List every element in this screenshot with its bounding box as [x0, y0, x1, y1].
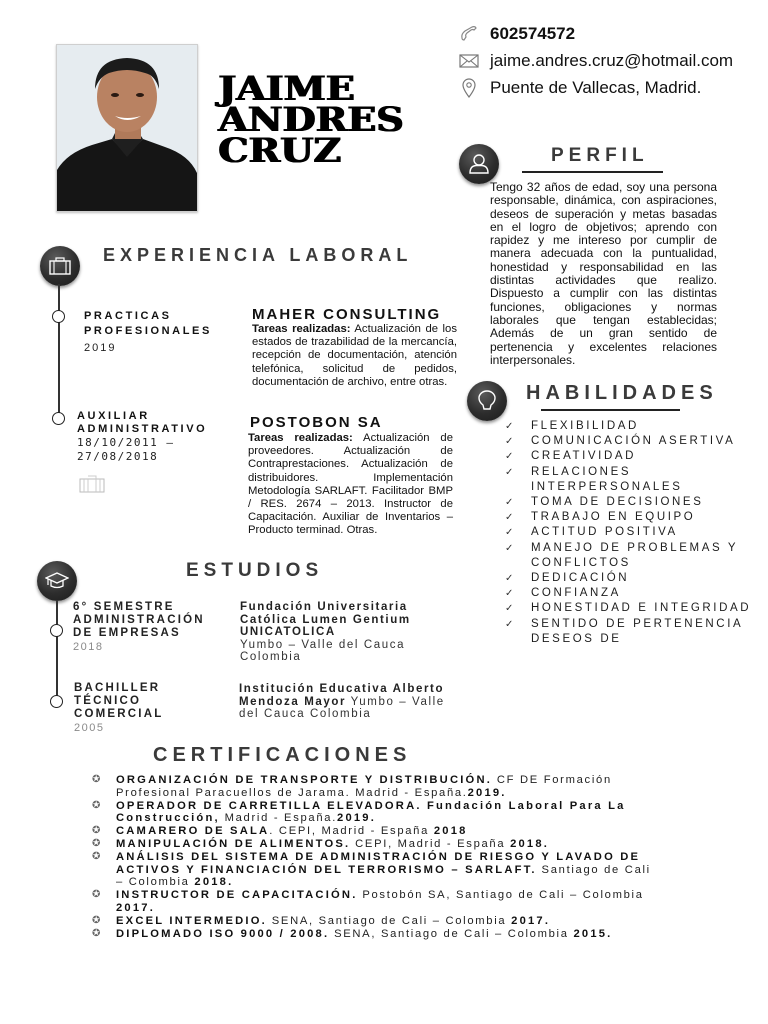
- name-line-3: CRUZ: [218, 131, 341, 171]
- job-1-tasks: Tareas realizadas: Actualización de los estados de trazabilidad de la mercancía, recepción de documentación, atención telefónica, solicitud de pedidos, documentación de archivo, entre otras.: [252, 323, 457, 388]
- location-text: Puente de Vallecas, Madrid.: [490, 77, 702, 97]
- medal-icon: ✪: [92, 837, 101, 849]
- check-icon: ✓: [505, 618, 514, 630]
- certificaciones-title: CERTIFICACIONES: [153, 744, 412, 766]
- check-icon: ✓: [505, 512, 514, 524]
- check-icon: ✓: [505, 497, 514, 509]
- cert-item: ✪ OPERADOR DE CARRETILLA ELEVADORA. Fundación Laboral Para La Construcción, Madrid - España.2019.: [92, 799, 626, 825]
- skill-item: ✓ RELACIONES INTERPERSONALES: [505, 465, 705, 495]
- job-2-tasks: Tareas realizadas: Actualización de proveedores. Actualización de Contraprestaciones. Actualización de distribuidores. Implementación Metodología SARLAFT. Facilitador BMP / RES. 2674 – 2013. Instructor de Capacitación. Auxiliar de Inventarios – Producto terminad. Otras.: [248, 432, 453, 537]
- experience-timeline-line: [58, 284, 60, 418]
- profile-photo: [56, 44, 198, 212]
- timeline-dot: [52, 412, 65, 425]
- phone-number[interactable]: 602574572: [490, 23, 576, 43]
- skill-item: ✓ TOMA DE DECISIONES: [505, 495, 765, 510]
- timeline-dot: [52, 310, 65, 323]
- medal-icon: ✪: [92, 889, 101, 901]
- check-icon: ✓: [505, 588, 514, 600]
- lightbulb-icon: [467, 381, 507, 421]
- check-icon: ✓: [505, 542, 514, 554]
- medal-icon: ✪: [92, 927, 101, 939]
- graduation-cap-icon: [37, 561, 77, 601]
- skill-item: ✓ FLEXIBILIDAD: [505, 419, 765, 434]
- perfil-text: Tengo 32 años de edad, soy una persona responsable, dinámica, con aspiraciones, deseos de superación y metas basadas en el logro de objetivos; aprendo con rapidez y me intereso por cumplir de manera adecuada con la puntualidad, honestidad y responsabilidad en las distintas actividades que realizo. Dispuesto a cumplir con las distintas funciones, obligaciones y normas laborales que tengan establecidas; Además de un gran sentido de pertenencia y excelentes relaciones interpersonales.: [490, 180, 717, 367]
- skill-item: ✓ COMUNICACIÓN ASERTIVA: [505, 434, 765, 449]
- job-2-role: AUXILIAR ADMINISTRATIVO 18/10/2011 – 27/08/2018: [77, 410, 208, 463]
- phone-icon: [458, 23, 480, 45]
- timeline-dot: [50, 695, 63, 708]
- medal-icon: ✪: [92, 774, 101, 785]
- edu-1-institution: Fundación Universitaria Católica Lumen Gentium UNICATOLICA Yumbo – Valle del Cauca Colombia: [240, 601, 411, 663]
- contact-location: [458, 74, 768, 101]
- check-icon: ✓: [505, 451, 514, 463]
- job-1-role: PRACTICAS PROFESIONALES 2019: [84, 310, 212, 354]
- perfil-title: PERFIL: [551, 145, 649, 166]
- check-icon: ✓: [505, 573, 514, 585]
- skill-item: ✓ DEDICACIÓN: [505, 571, 765, 586]
- job-1-company: MAHER CONSULTING: [252, 306, 442, 323]
- email-address[interactable]: jaime.andres.cruz@hotmail.com: [490, 50, 734, 70]
- contact-email: [458, 47, 768, 74]
- perfil-divider: [522, 171, 663, 173]
- medal-icon: ✪: [92, 825, 101, 837]
- map-pin-icon: [458, 77, 480, 99]
- edu-1-degree: 6° SEMESTRE ADMINISTRACIÓN DE EMPRESAS 2018: [73, 601, 205, 653]
- check-icon: ✓: [505, 421, 514, 432]
- skill-item: ✓ TRABAJO EN EQUIPO: [505, 510, 765, 525]
- envelope-icon: [458, 50, 480, 72]
- medal-icon: ✪: [92, 914, 101, 926]
- medal-icon: ✪: [92, 799, 101, 811]
- contact-info: [458, 20, 768, 101]
- edu-2-institution: Institución Educativa Alberto Mendoza Mayor Yumbo – Valle del Cauca Colombia: [239, 683, 445, 720]
- job-2-company: POSTOBON SA: [250, 414, 383, 431]
- experiencia-title: EXPERIENCIA LABORAL: [103, 245, 413, 265]
- contact-phone: [458, 20, 768, 47]
- skill-item: ✓ ACTITUD POSITIVA: [505, 525, 765, 540]
- medal-icon: ✪: [92, 850, 101, 862]
- faded-briefcase-icon: [79, 475, 105, 498]
- cert-item: ✪ MANIPULACIÓN DE ALIMENTOS. CEPI, Madrid - España 2018.: [92, 837, 550, 850]
- timeline-dot: [50, 624, 63, 637]
- skill-item: ✓ SENTIDO DE PERTENENCIA DESEOS DE: [505, 617, 753, 647]
- education-timeline-line: [56, 600, 58, 700]
- skill-item: ✓ CREATIVIDAD: [505, 449, 765, 464]
- cert-item: ✪ ORGANIZACIÓN DE TRANSPORTE Y DISTRIBUCIÓN. CF DE Formación Profesional Paracuellos de Jarama. Madrid - España.2019.: [92, 774, 612, 799]
- name-line-1: JAIME: [218, 69, 355, 109]
- skill-item: ✓ HONESTIDAD E INTEGRIDAD: [505, 601, 768, 616]
- cert-item: ✪ INSTRUCTOR DE CAPACITACIÓN. Postobón SA, Santiago de Cali – Colombia 2017.: [92, 889, 644, 914]
- check-icon: ✓: [505, 466, 514, 478]
- skill-item: ✓ CONFIANZA: [505, 586, 765, 601]
- cert-item: ✪ CAMARERO DE SALA. CEPI, Madrid - España 2018: [92, 825, 468, 838]
- skill-item: ✓ MANEJO DE PROBLEMAS Y CONFLICTOS: [505, 541, 751, 571]
- edu-2-degree: BACHILLER TÉCNICO COMERCIAL 2005: [74, 682, 164, 734]
- person-photo-illustration: [57, 45, 197, 211]
- cert-item: ✪ ANÁLISIS DEL SISTEMA DE ADMINISTRACIÓN DE RIESGO Y LAVADO DE ACTIVOS Y FINANCIACIÓN DEL TERRORISMO – SARLAFT. Santiago de Cali – Colombia 2018.: [92, 850, 651, 889]
- certifications-list: [92, 774, 662, 940]
- cert-item: ✪ DIPLOMADO ISO 9000 / 2008. SENA, Santiago de Cali – Colombia 2015.: [92, 927, 613, 940]
- candidate-name: [218, 69, 464, 171]
- user-icon: [459, 144, 499, 184]
- skills-list: [505, 419, 765, 647]
- check-icon: ✓: [505, 527, 514, 539]
- cert-item: ✪ EXCEL INTERMEDIO. SENA, Santiago de Cali – Colombia 2017.: [92, 914, 551, 927]
- check-icon: ✓: [505, 603, 514, 615]
- briefcase-icon: [40, 246, 80, 286]
- check-icon: ✓: [505, 436, 514, 448]
- habilidades-title: HABILIDADES: [526, 382, 718, 404]
- name-line-2: ANDRES: [218, 100, 404, 140]
- estudios-title: ESTUDIOS: [186, 560, 324, 581]
- habilidades-divider: [541, 409, 680, 411]
